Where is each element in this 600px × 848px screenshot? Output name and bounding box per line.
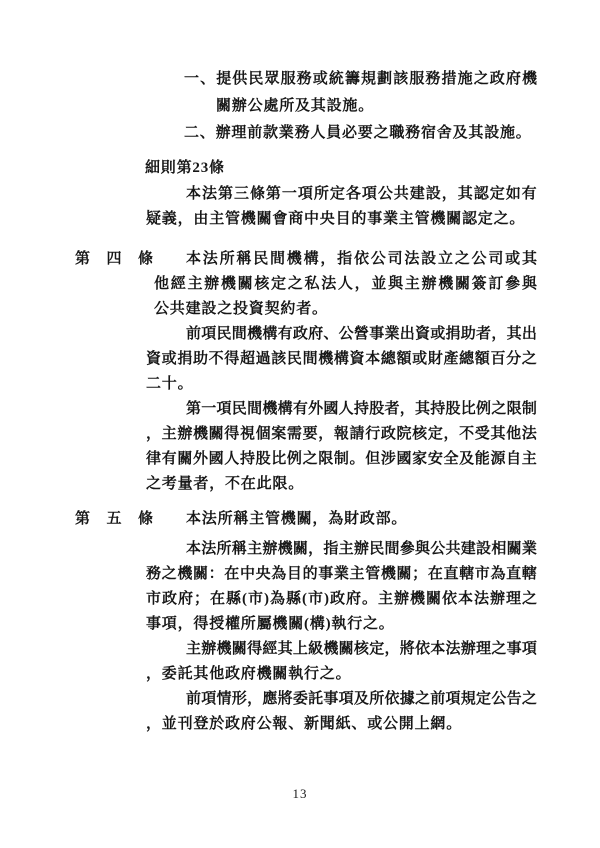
line-text: 本 法 所 稱 主 辦 機 關 ， 指 主 辦 民 間 參 與 公 共 建 設 相 關 業 xyxy=(186,541,537,557)
text-line xyxy=(0,587,600,612)
text-line xyxy=(0,67,600,92)
text-line xyxy=(0,322,600,347)
text-line xyxy=(0,612,600,637)
line-text: 市 政 府 ； 在 縣 ( 市 ) 為 縣 ( 市 ) 政 府 。 主 辦 機 關 依 本 法 辦 理 之 xyxy=(146,591,537,607)
line-text: 律 有 關 外 國 人 持 股 比 例 之 限 制 。 但 涉 國 家 安 全 及 能 源 自 主 xyxy=(146,451,537,467)
line-text: 資 或 捐 助 不 得 超 過 該 民 間 機 構 資 本 總 額 或 財 產 總 額 百 分 之 xyxy=(146,351,537,367)
line-text: 本 法 第 三 條 第 一 項 所 定 各 項 公 共 建 設 ， 其 認 定 如 有 xyxy=(186,186,537,202)
text-line xyxy=(0,662,600,687)
text-line xyxy=(0,247,600,272)
text-line xyxy=(0,447,600,472)
text-line xyxy=(0,207,600,232)
line-text: 務 之 機 關 ： 在 中 央 為 目 的 事 業 主 管 機 關 ； 在 直 轄 市 為 直 轄 xyxy=(146,566,537,582)
text-line xyxy=(0,537,600,562)
line-text: 公共建設之投資契約者。 xyxy=(154,301,328,317)
text-line xyxy=(0,687,600,712)
text-line xyxy=(0,156,600,181)
document-text xyxy=(0,67,600,737)
text-line xyxy=(0,422,600,447)
text-line xyxy=(0,372,600,397)
line-text: 他 經 主 辦 機 關 核 定 之 私 法 人 ， 並 與 主 辦 機 關 簽 訂 參 與 xyxy=(154,276,537,292)
line-text: 事項，得授權所屬機關(構)執行之。 xyxy=(146,616,395,632)
text-line xyxy=(0,347,600,372)
article-number-heading: 第 四 條 xyxy=(75,251,153,267)
text-line xyxy=(0,507,600,532)
article-number-heading: 第 五 條 xyxy=(75,511,153,527)
text-line xyxy=(0,712,600,737)
text-line xyxy=(0,121,600,146)
text-line xyxy=(0,182,600,207)
line-text: 二十。 xyxy=(146,376,194,392)
line-text: 本 法 所 稱 民 間 機 構 ， 指 依 公 司 法 設 立 之 公 司 或 其 xyxy=(186,251,537,267)
line-text: 主 辦 機 關 得 經 其 上 級 機 關 核 定 ， 將 依 本 法 辦 理 之 事 項 xyxy=(186,641,537,657)
page-number: 13 xyxy=(292,786,308,801)
line-text: 前 項 民 間 機 構 有 政 府 、 公 營 事 業 出 資 或 捐 助 者 ， 其 出 xyxy=(186,326,537,342)
line-text: 二、辦理前款業務人員必要之職務宿舍及其設施。 xyxy=(184,125,532,141)
text-line xyxy=(0,397,600,422)
text-line xyxy=(0,272,600,297)
line-text: 疑義，由主管機關會商中央目的事業主管機關認定之。 xyxy=(146,211,526,227)
line-text: 第 一 項 民 間 機 構 有 外 國 人 持 股 者 ， 其 持 股 比 例 之 限 制 xyxy=(186,401,537,417)
line-text: ，並刊登於政府公報、新聞紙、或公開上網。 xyxy=(146,716,463,732)
text-line xyxy=(0,297,600,322)
line-text: 一 、 提 供 民 眾 服 務 或 統 籌 規 劃 該 服 務 措 施 之 政 府 機 xyxy=(184,71,537,87)
line-text: 關辦公處所及其設施。 xyxy=(216,98,375,114)
line-text: 本法所稱主管機關，為財政部。 xyxy=(186,511,408,527)
text-line xyxy=(0,637,600,662)
text-line xyxy=(0,562,600,587)
text-line xyxy=(0,94,600,119)
line-text: 之考量者，不在此限。 xyxy=(146,476,305,492)
text-line xyxy=(0,472,600,497)
line-text: ， 主 辦 機 關 得 視 個 案 需 要 ， 報 請 行 政 院 核 定 ， 不 受 其 他 法 xyxy=(146,426,537,442)
line-text: ，委託其他政府機關執行之。 xyxy=(146,666,352,682)
line-text: 細則第23條 xyxy=(145,160,225,176)
line-text: 前 項 情 形 ， 應 將 委 託 事 項 及 所 依 據 之 前 項 規 定 公 告 之 xyxy=(186,691,537,707)
